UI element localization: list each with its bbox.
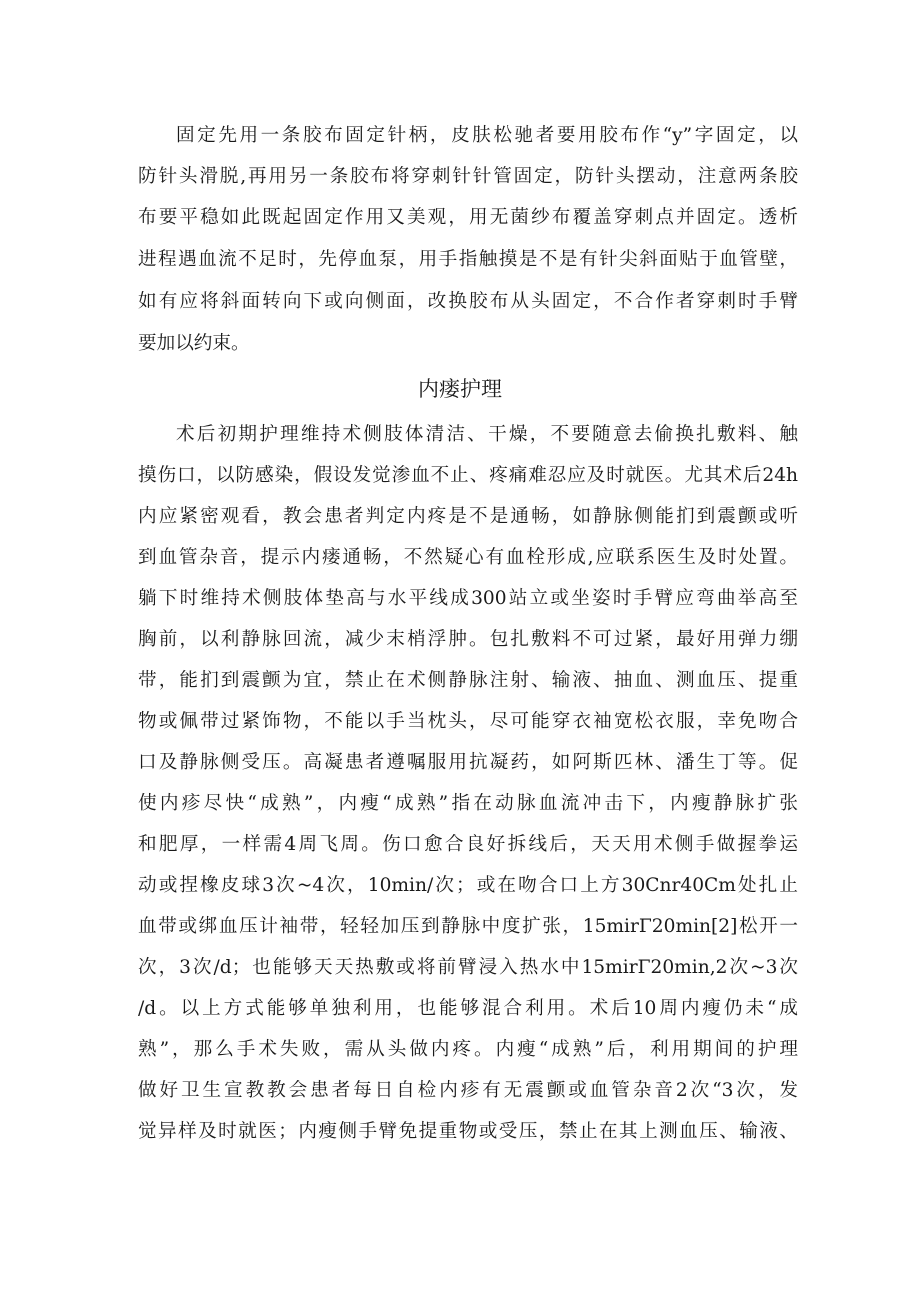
paragraph2-line: 躺下时维持术侧肢体垫高与水平线成300站立或坐姿时手臂应弯曲举高至	[138, 588, 798, 609]
paragraph1-line: 布要平稳如此既起固定作用又美观，用无菌纱布覆盖穿刺点并固定。透析	[138, 207, 798, 228]
paragraph2-line: 觉异样及时就医；内瘦侧手臂免提重物或受压，禁止在其上测血压、输液、	[138, 1121, 798, 1142]
paragraph2-line: /d。以上方式能够单独利用，也能够混合利用。术后10周内瘦仍未“成	[138, 998, 798, 1019]
paragraph1-line: 如有应将斜面转向下或向侧面，改换胶布从头固定，不合作者穿刺时手臂	[138, 291, 798, 312]
paragraph2-line: 摸伤口，以防感染，假设发觉渗血不止、疼痛难忍应及时就医。尤其术后24h	[138, 465, 798, 486]
paragraph2-line: 动或捏橡皮球3次~4次，10min/次；或在吻合口上方30Cnr40Cm处扎止	[138, 875, 798, 896]
paragraph2-line: 内应紧密观看，教会患者判定内疼是不是通畅，如静脉侧能扪到震颤或听	[138, 506, 798, 527]
paragraph1-line: 固定先用一条胶布固定针柄，皮肤松驰者要用胶布作“y”字固定，以	[176, 125, 798, 146]
paragraph2-line: 和肥厚，一样需4周飞周。伤口愈合良好拆线后，天天用术侧手做握拳运	[138, 834, 798, 855]
paragraph2-line: 做好卫生宣教教会患者每日自检内疹有无震颤或血管杂音2次“3次，发	[138, 1080, 798, 1101]
paragraph2-line: 口及静脉侧受压。高凝患者遵嘱服用抗凝药，如阿斯匹林、潘生丁等。促	[138, 752, 798, 773]
paragraph1-line: 进程遇血流不足时，先停血泵，用手指触摸是不是有针尖斜面贴于血管壁，	[138, 249, 798, 270]
paragraph2-line: 到血管杂音，提示内瘘通畅，不然疑心有血栓形成,应联系医生及时处置。	[138, 547, 798, 568]
paragraph2-line: 使内疹尽快“成熟”，内瘦“成熟”指在动脉血流冲击下，内瘦静脉扩张	[138, 793, 798, 814]
paragraph2-line: 术后初期护理维持术侧肢体清洁、干燥，不要随意去偷换扎敷料、触	[176, 424, 798, 445]
paragraph1-line: 防针头滑脱,再用另一条胶布将穿刺针针管固定，防针头摆动，注意两条胶	[138, 166, 798, 187]
paragraph2-line: 胸前，以利静脉回流，减少末梢浮肿。包扎敷料不可过紧，最好用弹力绷	[138, 629, 798, 650]
paragraph1-line: 要加以约束。	[138, 333, 250, 354]
paragraph2-line: 物或佩带过紧饰物，不能以手当枕头，尽可能穿衣袖宽松衣服，幸免吻合	[138, 711, 798, 732]
paragraph2-line: 带，能扪到震颤为宜，禁止在术侧静脉注射、输液、抽血、测血压、提重	[138, 670, 798, 691]
section-title: 内瘘护理	[418, 377, 502, 401]
paragraph2-line: 血带或绑血压计袖带，轻轻加压到静脉中度扩张，15mirΓ20min[2]松开一	[138, 916, 798, 937]
paragraph2-line: 熟”，那么手术失败，需从头做内疼。内瘦“成熟”后，利用期间的护理	[138, 1039, 798, 1060]
paragraph2-line: 次，3次/d；也能够天天热敷或将前臂浸入热水中15mirΓ20min,2次~3次	[138, 957, 798, 978]
